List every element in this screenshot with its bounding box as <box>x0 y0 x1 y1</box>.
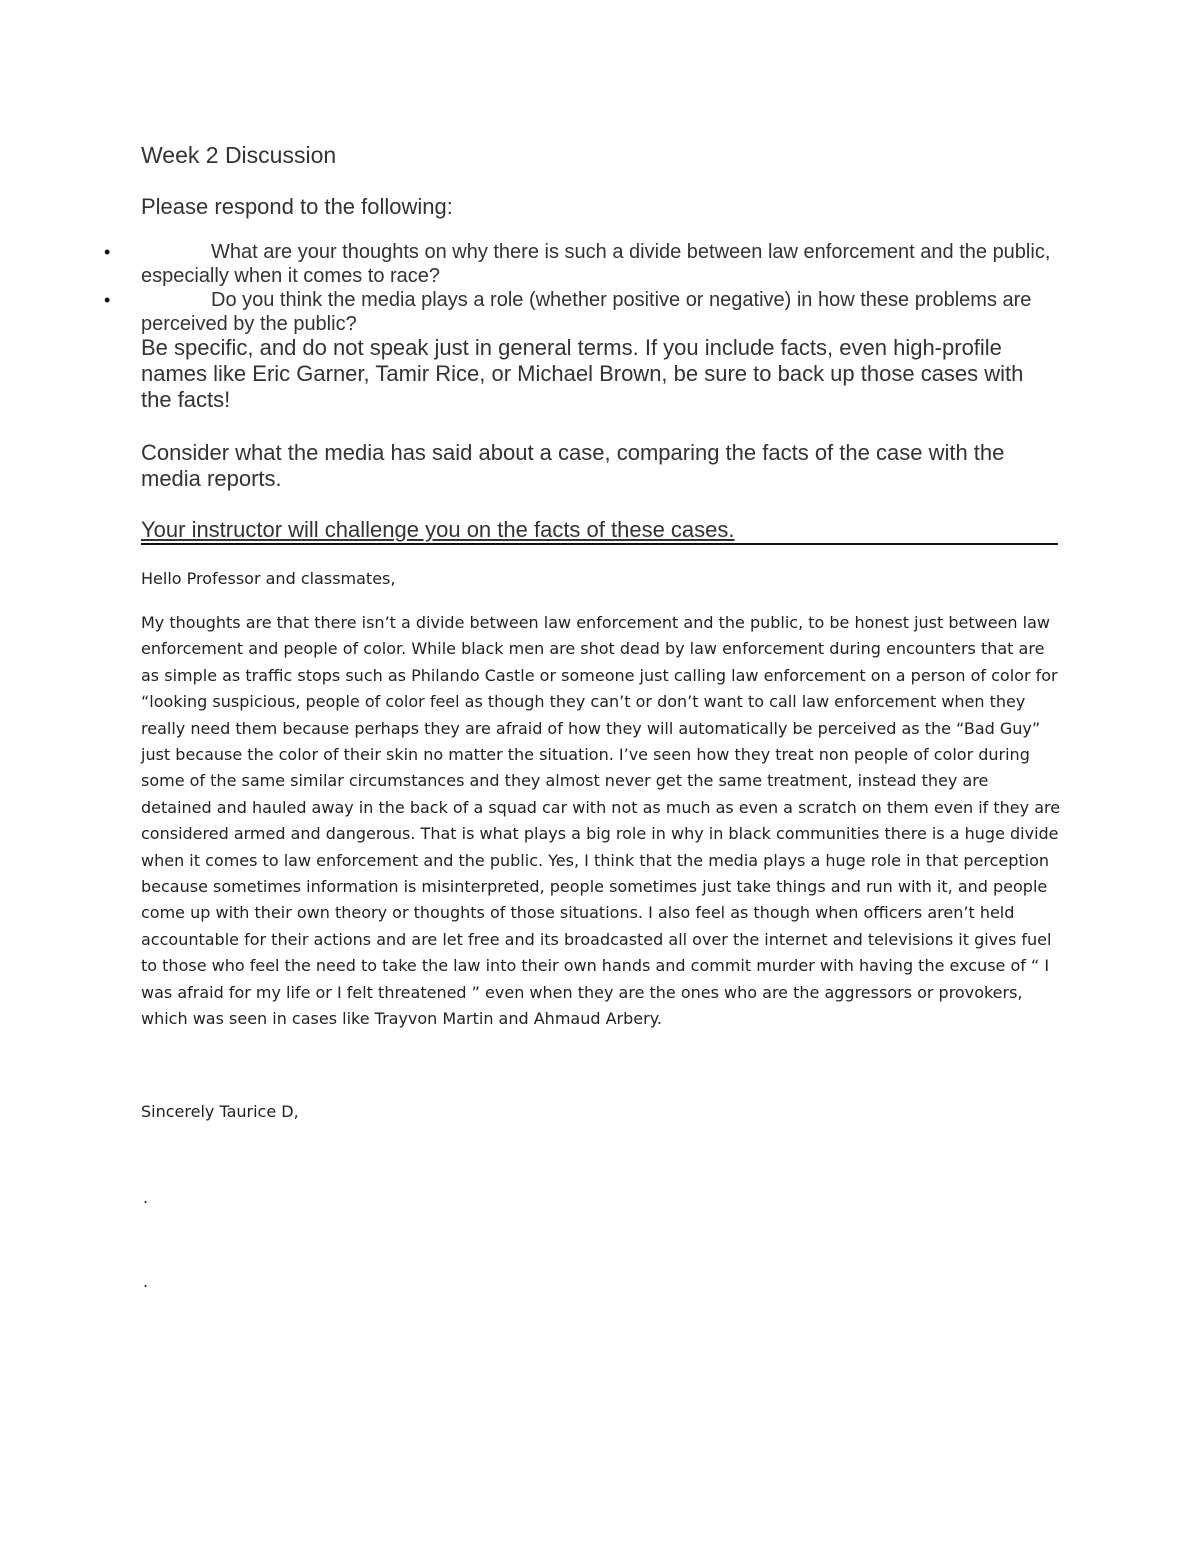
bullet-icon: • <box>104 242 111 262</box>
response-greeting: Hello Professor and classmates, <box>141 569 396 588</box>
prompt-intro: Please respond to the following: <box>141 194 453 219</box>
instructor-note: Your instructor will challenge you on the facts of these cases. <box>141 517 1058 545</box>
bullet-icon: • <box>104 290 111 310</box>
instruction-paragraph: Be specific, and do not speak just in general terms. If you include facts, even high-profile names like Eric Garner, Tamir Rice, or Michael Brown, be sure to back up those cases with the facts! <box>141 335 1024 412</box>
response-body: My thoughts are that there isn’t a divide between law enforcement and the public, to be honest just between law enforcement and people of color. While black men are shot dead by law enforcement during encounters that are as simple as traffic stops such as Philando Castle or someone just calling law enforcement on a person of color for “looking suspicious, people of color feel as though they can’t or don’t want to call law enforcement when they really need them because perhaps they are afraid of how they will automatically be perceived as the “Bad Guy” just because the color of their skin no matter the situation. I’ve seen how they treat non people of color during some of the same similar circumstances and they almost never get the same treatment, instead they are detained and hauled away in the back of a squad car with not as much as even a scratch on them even if they are considered armed and dangerous. That is what plays a big role in why in black communities there is a huge divide when it comes to law enforcement and the public. Yes, I think that the media plays a huge role in that perception because sometimes information is misinterpreted, people sometimes just take things and run with it, and people come up with their own theory or thoughts of those situations. I also feel as though when officers aren’t held accountable for their actions and are let free and its broadcasted all over the internet and televisions it gives fuel to those who feel the need to take the law into their own hands and commit murder with having the excuse of “ I was afraid for my life or I felt threatened ” even when they are the ones who are the aggressors or provokers, which was seen in cases like Trayvon Martin and Ahmaud Arbery. <box>141 613 1061 1029</box>
list-item <box>100 288 1060 336</box>
question-text: What are your thoughts on why there is such a divide between law enforcement and the public, especially when it comes to race? <box>141 241 1051 287</box>
document-title: Week 2 Discussion <box>141 142 337 168</box>
trailing-mark: . <box>143 1272 149 1291</box>
question-list <box>100 240 1060 336</box>
trailing-mark: . <box>143 1188 149 1207</box>
instruction-paragraph: Consider what the media has said about a case, comparing the facts of the case with the media reports. <box>141 440 1005 491</box>
list-item <box>100 240 1060 288</box>
question-text: Do you think the media plays a role (whether positive or negative) in how these problems are perceived by the public? <box>141 289 1032 335</box>
response-signature: Sincerely Taurice D, <box>141 1102 299 1121</box>
